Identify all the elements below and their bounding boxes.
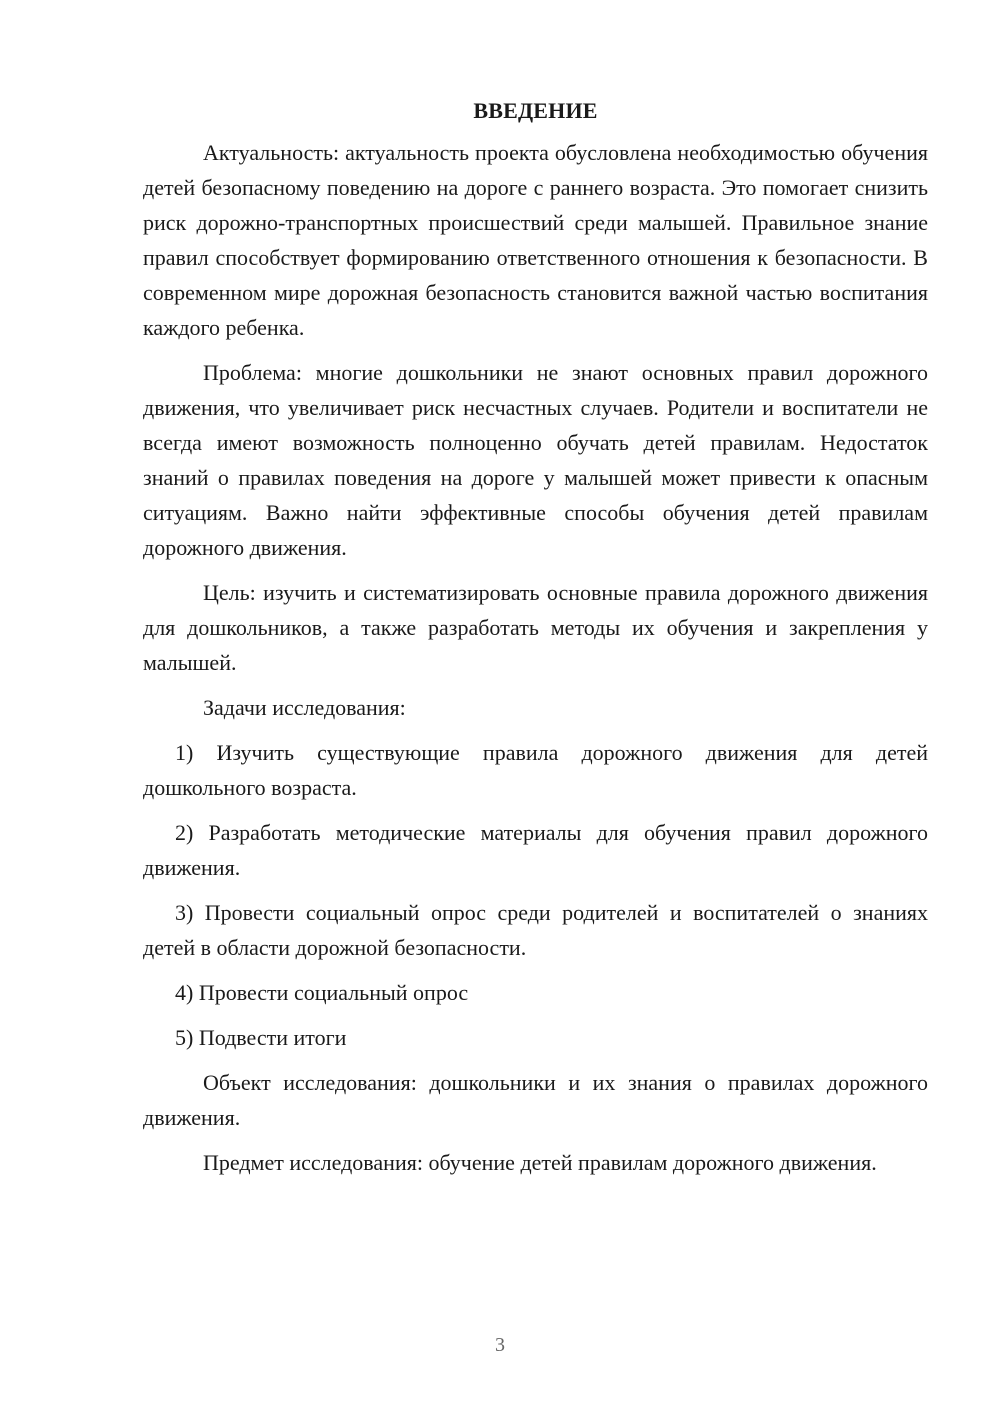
subject-paragraph: Предмет исследования: обучение детей правилам дорожного движения.	[203, 1150, 877, 1175]
task-item-1: 1) Изучить существующие правила дорожного движения для детей дошкольного возраста.	[143, 740, 928, 800]
page-number: 3	[495, 1334, 505, 1356]
relevance-paragraph: Актуальность: актуальность проекта обусловлена необходимостью обучения детей безопасному поведению на дороге с раннего возраста. Это помогает снизить риск дорожно-транспортных происшествий среди малышей. Правильное знание правил способствует формированию ответственного отношения к безопасности. В современном мире дорожная безопасность становится важной частью воспитания каждого ребенка.	[143, 140, 928, 340]
problem-paragraph: Проблема: многие дошкольники не знают основных правил дорожного движения, что увеличивает риск несчастных случаев. Родители и воспитатели не всегда имеют возможность полноценно обучать детей правилам. Недостаток знаний о правилах поведения на дороге у малышей может привести к опасным ситуациям. Важно найти эффективные способы обучения детей правилам дорожного движения.	[143, 360, 928, 560]
object-paragraph: Объект исследования: дошкольники и их знания о правилах дорожного движения.	[143, 1070, 928, 1130]
tasks-heading: Задачи исследования:	[203, 695, 406, 720]
task-item-4: 4) Провести социальный опрос	[175, 980, 469, 1005]
task-item-5: 5) Подвести итоги	[175, 1025, 347, 1050]
section-title: ВВЕДЕНИЕ	[473, 98, 598, 123]
goal-paragraph: Цель: изучить и систематизировать основные правила дорожного движения для дошкольников, а также разработать методы их обучения и закрепления у малышей.	[143, 580, 928, 675]
document-page	[143, 95, 928, 1180]
task-item-2: 2) Разработать методические материалы для обучения правил дорожного движения.	[143, 820, 928, 880]
task-item-3: 3) Провести социальный опрос среди родителей и воспитателей о знаниях детей в области дорожной безопасности.	[143, 900, 928, 960]
